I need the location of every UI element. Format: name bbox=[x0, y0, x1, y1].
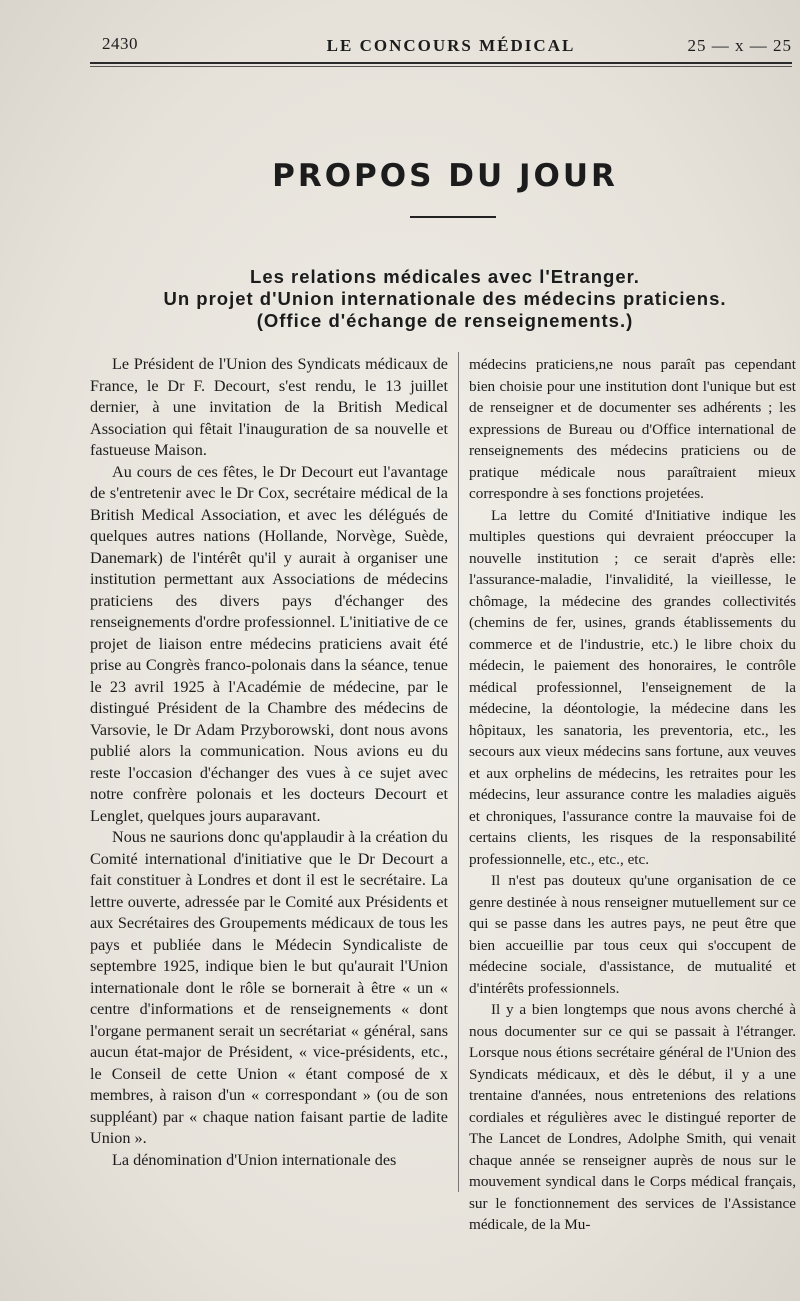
headline-line-1: Les relations médicales avec l'Etranger. bbox=[250, 266, 640, 287]
paragraph: Il n'est pas douteux qu'une organisation de ce genre destinée à nous renseigner mutuellement sur ce qui se passe dans les autres pays, ne peut être que bien accueillie par tous ceux qui s'occupent de médecine sociale, d'assistance, de mutualité et d'intérêts professionnels. bbox=[469, 872, 796, 997]
paragraph: La dénomination d'Union internationale des bbox=[112, 1150, 397, 1169]
journal-title: LE CONCOURS MÉDICAL bbox=[326, 36, 576, 55]
header-rule-thin bbox=[90, 66, 792, 67]
paragraph: La lettre du Comité d'Initiative indique les multiples questions qui devraient préoccuper la nouvelle institution ; ce serait d'après elle: l'assurance-maladie, l'invalidité, la vieillesse, le chômage, la médecine des grandes collectivités (chemins de fer, usines, grands établissements du commerce et de l'industrie, etc.) le libre choix du médecin, le paiement des honoraires, le contrôle médical professionnel, l'enseignement de la médecine, la déontologie, la médecine dans les hôpitaux, les sanatoria, les preventoria, etc., les secours aux vieux médecins sans fortune, aux veuves et aux orphelins de médecins, les retraites pour les médecins, leur assurance contre les maladies aiguës et chroniques, l'assurance contre la mauvaise foi de certains clients, les risques de la responsabilité professionnelle, etc., etc., etc. bbox=[469, 506, 796, 868]
paragraph: médecins praticiens,ne nous paraît pas cependant bien choisie pour une institution dont l'unique but est de renseigner et de documenter ses adhérents ; les expressions de Bureau ou d'Office international de renseignements des médecins praticiens ou de pratique médicale nous paraîtraient mieux correspondre à ses fonctions projetées. bbox=[469, 356, 796, 502]
page-header bbox=[90, 34, 792, 60]
headline-line-3: (Office d'échange de renseignements.) bbox=[256, 310, 634, 331]
paragraph: Le Président de l'Union des Syndicats médicaux de France, le Dr F. Decourt, s'est rendu, le 13 juillet dernier, à une invitation de la British Medical Association qui fêtait l'inauguration de sa nouvelle et fastueuse Maison. bbox=[90, 355, 448, 459]
page-number: 2430 bbox=[102, 34, 138, 53]
left-column bbox=[90, 354, 448, 1171]
article-headline bbox=[100, 266, 790, 332]
column-divider bbox=[458, 352, 459, 1192]
paragraph: Au cours de ces fêtes, le Dr Decourt eut l'avantage de s'entretenir avec le Dr Cox, secrétaire médical de la British Medical Association, et avec les délégués de quelques autres nations (Hollande, Norvège, Suède, Danemark) de l'intérêt qu'il y aurait à organiser une institution permettant aux Associations de médecins praticiens des divers pays d'échanger des renseignements d'ordre professionnel. L'initiative de ce projet de liaison entre médecins praticiens avait été prise au Congrès franco-polonais dans la séance, tenue le 23 avril 1925 à l'Académie de médecine, par le distingué Président de la Chambre des médecins de Varsovie, le Dr Adam Przyborowski, dont nous avons publié alors la communication. Nous avions eu du reste l'occasion d'échanger des vues à ce sujet avec notre confrère polonais et les docteurs Decourt et Lenglet, quelques jours auparavant. bbox=[90, 462, 448, 825]
paragraph: Nous ne saurions donc qu'applaudir à la création du Comité international d'initiative que le Dr Decourt a fait constituer à Londres et dont il est le secrétaire. La lettre ouverte, adressée par le Comité aux Présidents et aux Secrétaires des Groupements médicaux de tous les pays et publiée dans le Médecin Syndicaliste de septembre 1925, indique bien le but qu'aurait l'Union internationale dont le rôle se bornerait à être « un « centre d'informations et de renseignements « dont l'organe permanent serait un secrétariat « général, sans aucun état-major de Président, « vice-présidents, etc., le Conseil de cette Union « étant composé de x membres, à raison d'un « correspondant » (ou de son suppléant) par « chaque nation faisant partie de ladite Union ». bbox=[90, 828, 448, 1147]
paragraph: Il y a bien longtemps que nous avons cherché à nous documenter sur ce qui se passait à l'étranger. Lorsque nous étions secrétaire général de l'Union des Syndicats médicaux, et dès le début, il y a une trentaine d'années, nous entretenions des relations cordiales et régulières avec le distingué reporter de The Lancet de Londres, Adolphe Smith, qui venait chaque année se renseigner auprès de nous sur le mouvement syndical dans le Corps médical français, sur le fonctionnement des services de l'Assistance médicale, de la Mu- bbox=[469, 1001, 796, 1233]
header-rule bbox=[90, 62, 792, 64]
headline-line-2: Un projet d'Union internationale des médecins praticiens. bbox=[163, 288, 727, 309]
section-title: PROPOS DU JOUR bbox=[272, 158, 618, 194]
title-divider bbox=[410, 216, 496, 218]
right-column bbox=[469, 354, 796, 1236]
issue-date: 25 — x — 25 bbox=[687, 36, 792, 55]
